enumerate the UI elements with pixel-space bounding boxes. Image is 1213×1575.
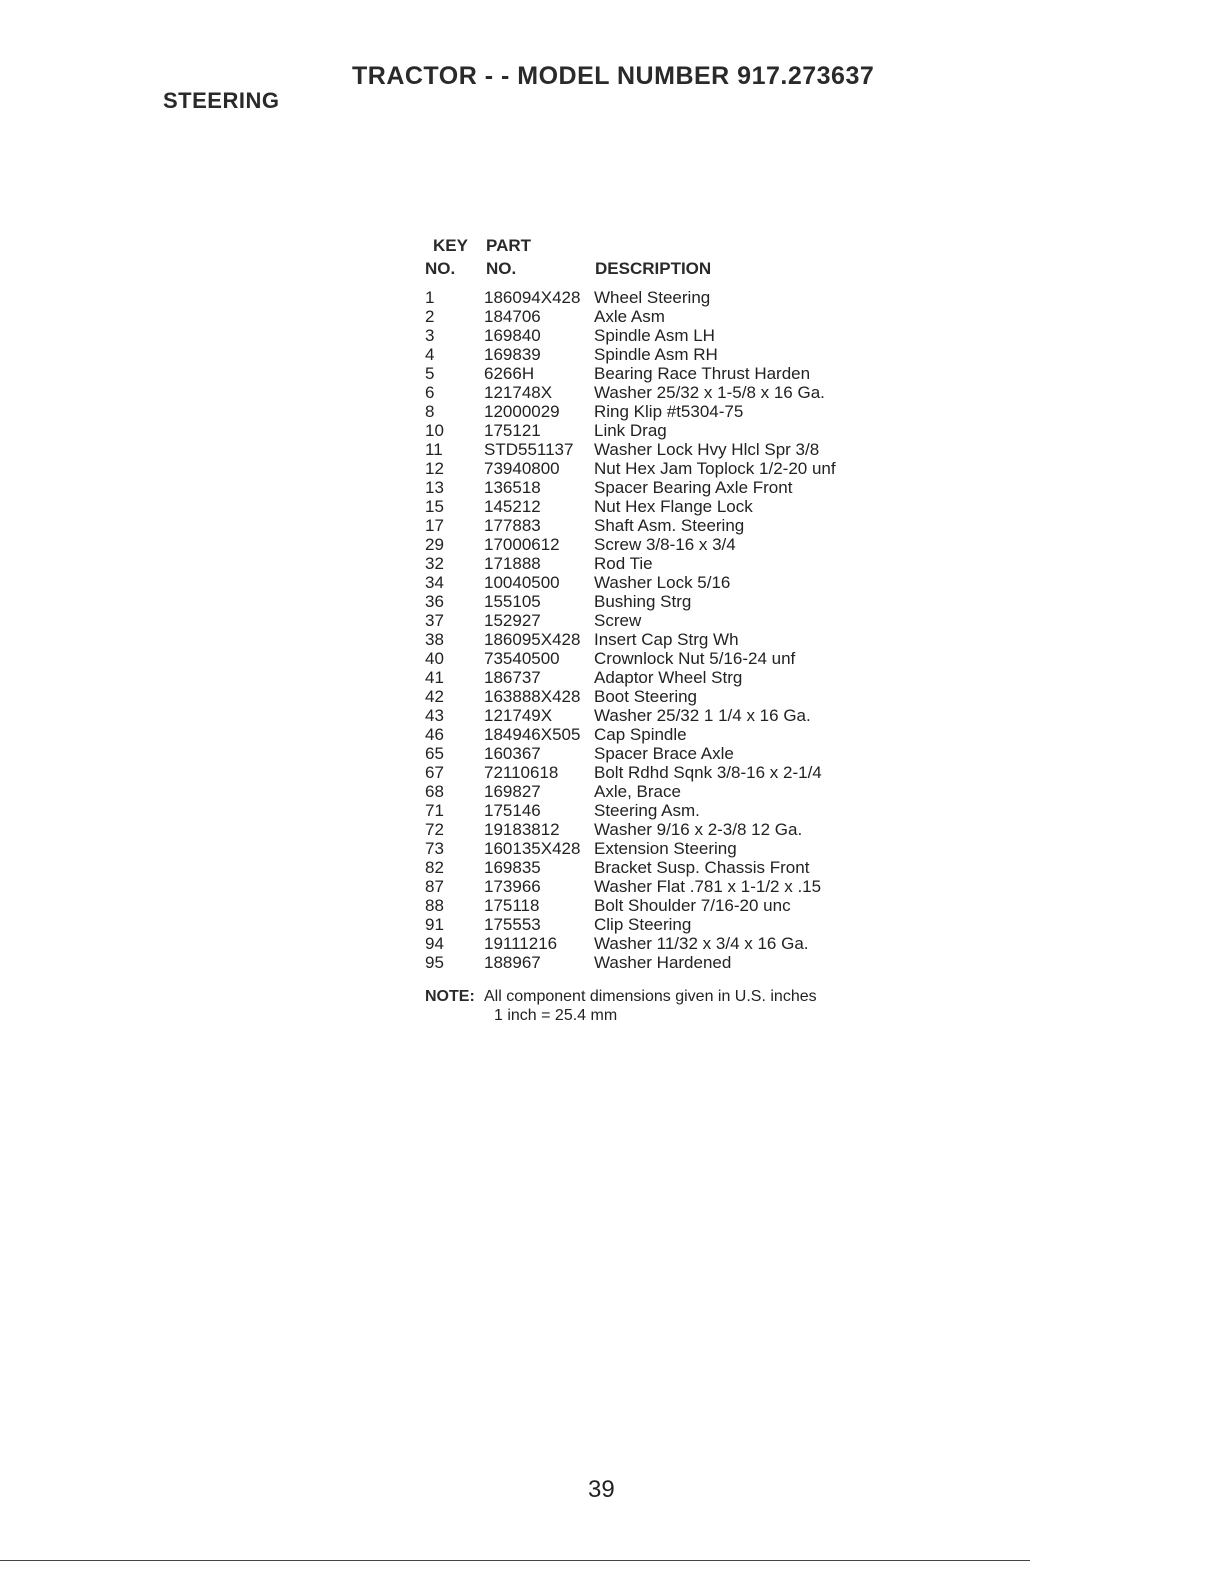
table-row-key-number: 10: [425, 421, 444, 440]
bottom-rule: [0, 1560, 1030, 1561]
table-row-description: Crownlock Nut 5/16-24 unf: [594, 649, 796, 668]
table-row-part-number: STD551137: [484, 440, 574, 459]
table-row-description: Cap Spindle: [594, 725, 687, 744]
table-row-description: Steering Asm.: [594, 801, 700, 820]
table-row-key-number: 11: [425, 440, 443, 459]
table-row-part-number: 73540500: [484, 649, 560, 668]
table-row-part-number: 188967: [484, 953, 541, 972]
table-row-key-number: 15: [425, 497, 444, 516]
table-row-part-number: 121748X: [484, 383, 553, 402]
table-row-key-number: 67: [425, 763, 444, 782]
table-row-description: Clip Steering: [594, 915, 692, 934]
table-row-description: Screw: [594, 611, 642, 630]
table-row-description: Nut Hex Flange Lock: [594, 497, 753, 516]
table-row-key-number: 17: [425, 516, 444, 535]
table-row-part-number: 175553: [484, 915, 541, 934]
table-row-part-number: 160135X428: [484, 839, 581, 858]
table-row-description: Spacer Bearing Axle Front: [594, 478, 793, 497]
table-row-description: Link Drag: [594, 421, 667, 440]
table-row-description: Washer 25/32 1 1/4 x 16 Ga.: [594, 706, 811, 725]
table-row-description: Wheel Steering: [594, 288, 711, 307]
table-row-description: Axle Asm: [594, 307, 665, 326]
table-row-description: Washer 11/32 x 3/4 x 16 Ga.: [594, 934, 809, 953]
table-row-description: Washer Flat .781 x 1-1/2 x .15: [594, 877, 822, 896]
note-line-1: All component dimensions given in U.S. inches: [484, 988, 817, 1005]
table-row-description: Shaft Asm. Steering: [594, 516, 745, 535]
table-row-description: Spindle Asm LH: [594, 326, 715, 345]
table-row-part-number: 171888: [484, 554, 541, 573]
table-row-key-number: 34: [425, 573, 444, 592]
table-row-key-number: 68: [425, 782, 444, 801]
table-row-part-number: 163888X428: [484, 687, 581, 706]
table-row-part-number: 169835: [484, 858, 541, 877]
table-row-part-number: 186737: [484, 668, 541, 687]
header-key-bottom: NO.: [425, 259, 456, 278]
table-row-description: Spindle Asm RH: [594, 345, 718, 364]
table-row-part-number: 155105: [484, 592, 541, 611]
table-row-description: Bearing Race Thrust Harden: [594, 364, 811, 383]
table-row-description: Washer Lock 5/16: [594, 573, 731, 592]
table-row-key-number: 2: [425, 307, 435, 326]
table-row-description: Rod Tie: [594, 554, 653, 573]
table-row-description: Adaptor Wheel Strg: [594, 668, 743, 687]
table-row-key-number: 91: [425, 915, 444, 934]
table-row-description: Bolt Shoulder 7/16-20 unc: [594, 896, 791, 915]
table-row-description: Bushing Strg: [594, 592, 692, 611]
table-row-key-number: 94: [425, 934, 444, 953]
table-row-key-number: 1: [425, 288, 435, 307]
table-row-key-number: 42: [425, 687, 444, 706]
table-row-description: Ring Klip #t5304-75: [594, 402, 744, 421]
table-row-part-number: 6266H: [484, 364, 535, 383]
table-row-part-number: 184946X505: [484, 725, 581, 744]
table-row-description: Extension Steering: [594, 839, 737, 858]
note-line-2: 1 inch = 25.4 mm: [494, 1007, 618, 1024]
header-key-top: KEY: [433, 236, 468, 255]
table-row-key-number: 6: [425, 383, 435, 402]
table-row-key-number: 71: [425, 801, 444, 820]
table-row-part-number: 121749X: [484, 706, 553, 725]
table-row-description: Bolt Rdhd Sqnk 3/8-16 x 2-1/4: [594, 763, 822, 782]
table-row-description: Spacer Brace Axle: [594, 744, 734, 763]
table-row-part-number: 19111216: [484, 934, 558, 953]
table-row-part-number: 73940800: [484, 459, 560, 478]
header-description: DESCRIPTION: [595, 259, 712, 278]
table-row-description: Washer 9/16 x 2-3/8 12 Ga.: [594, 820, 803, 839]
table-row-key-number: 46: [425, 725, 444, 744]
table-row-part-number: 169827: [484, 782, 541, 801]
table-row-key-number: 8: [425, 402, 435, 421]
table-row-part-number: 184706: [484, 307, 541, 326]
table-row-part-number: 160367: [484, 744, 541, 763]
table-row-part-number: 175121: [484, 421, 541, 440]
page-number: 39: [588, 1476, 615, 1503]
table-row-part-number: 19183812: [484, 820, 560, 839]
table-row-description: Nut Hex Jam Toplock 1/2-20 unf: [594, 459, 836, 478]
table-row-part-number: 10040500: [484, 573, 560, 592]
table-row-part-number: 175118: [484, 896, 540, 915]
table-row-key-number: 38: [425, 630, 444, 649]
table-row-key-number: 36: [425, 592, 444, 611]
table-row-part-number: 17000612: [484, 535, 560, 554]
table-row-description: Washer Hardened: [594, 953, 732, 972]
table-row-part-number: 136518: [484, 478, 541, 497]
table-row-key-number: 32: [425, 554, 444, 573]
section-title: STEERING: [163, 88, 280, 113]
table-row-description: Washer Lock Hvy Hlcl Spr 3/8: [594, 440, 820, 459]
table-row-key-number: 13: [425, 478, 444, 497]
table-row-part-number: 169839: [484, 345, 541, 364]
table-row-key-number: 65: [425, 744, 444, 763]
table-row-part-number: 175146: [484, 801, 541, 820]
table-row-part-number: 173966: [484, 877, 541, 896]
table-row-key-number: 5: [425, 364, 435, 383]
table-row-description: Bracket Susp. Chassis Front: [594, 858, 810, 877]
table-row-key-number: 40: [425, 649, 444, 668]
table-row-key-number: 87: [425, 877, 444, 896]
table-row-key-number: 82: [425, 858, 444, 877]
table-row-key-number: 43: [425, 706, 444, 725]
table-row-part-number: 177883: [484, 516, 541, 535]
table-row-description: Screw 3/8-16 x 3/4: [594, 535, 736, 554]
table-row-part-number: 169840: [484, 326, 541, 345]
table-row-description: Axle, Brace: [594, 782, 681, 801]
table-row-part-number: 186095X428: [484, 630, 581, 649]
table-row-key-number: 12: [425, 459, 444, 478]
header-part-top: PART: [486, 236, 532, 255]
table-row-part-number: 186094X428: [484, 288, 581, 307]
table-row-key-number: 95: [425, 953, 444, 972]
table-row-part-number: 12000029: [484, 402, 560, 421]
table-row-key-number: 41: [425, 668, 444, 687]
table-row-key-number: 3: [425, 326, 435, 345]
table-row-part-number: 145212: [484, 497, 541, 516]
note-label: NOTE:: [425, 988, 475, 1005]
table-row-key-number: 4: [425, 345, 435, 364]
page-title: TRACTOR - - MODEL NUMBER 917.273637: [352, 62, 875, 90]
table-row-key-number: 72: [425, 820, 444, 839]
table-row-description: Insert Cap Strg Wh: [594, 630, 739, 649]
table-row-part-number: 72110618: [484, 763, 559, 782]
header-part-bottom: NO.: [486, 259, 517, 278]
table-row-description: Boot Steering: [594, 687, 698, 706]
table-row-description: Washer 25/32 x 1-5/8 x 16 Ga.: [594, 383, 825, 402]
table-row-key-number: 73: [425, 839, 444, 858]
table-row-part-number: 152927: [484, 611, 541, 630]
table-row-key-number: 29: [425, 535, 444, 554]
table-row-key-number: 88: [425, 896, 444, 915]
table-row-key-number: 37: [425, 611, 444, 630]
